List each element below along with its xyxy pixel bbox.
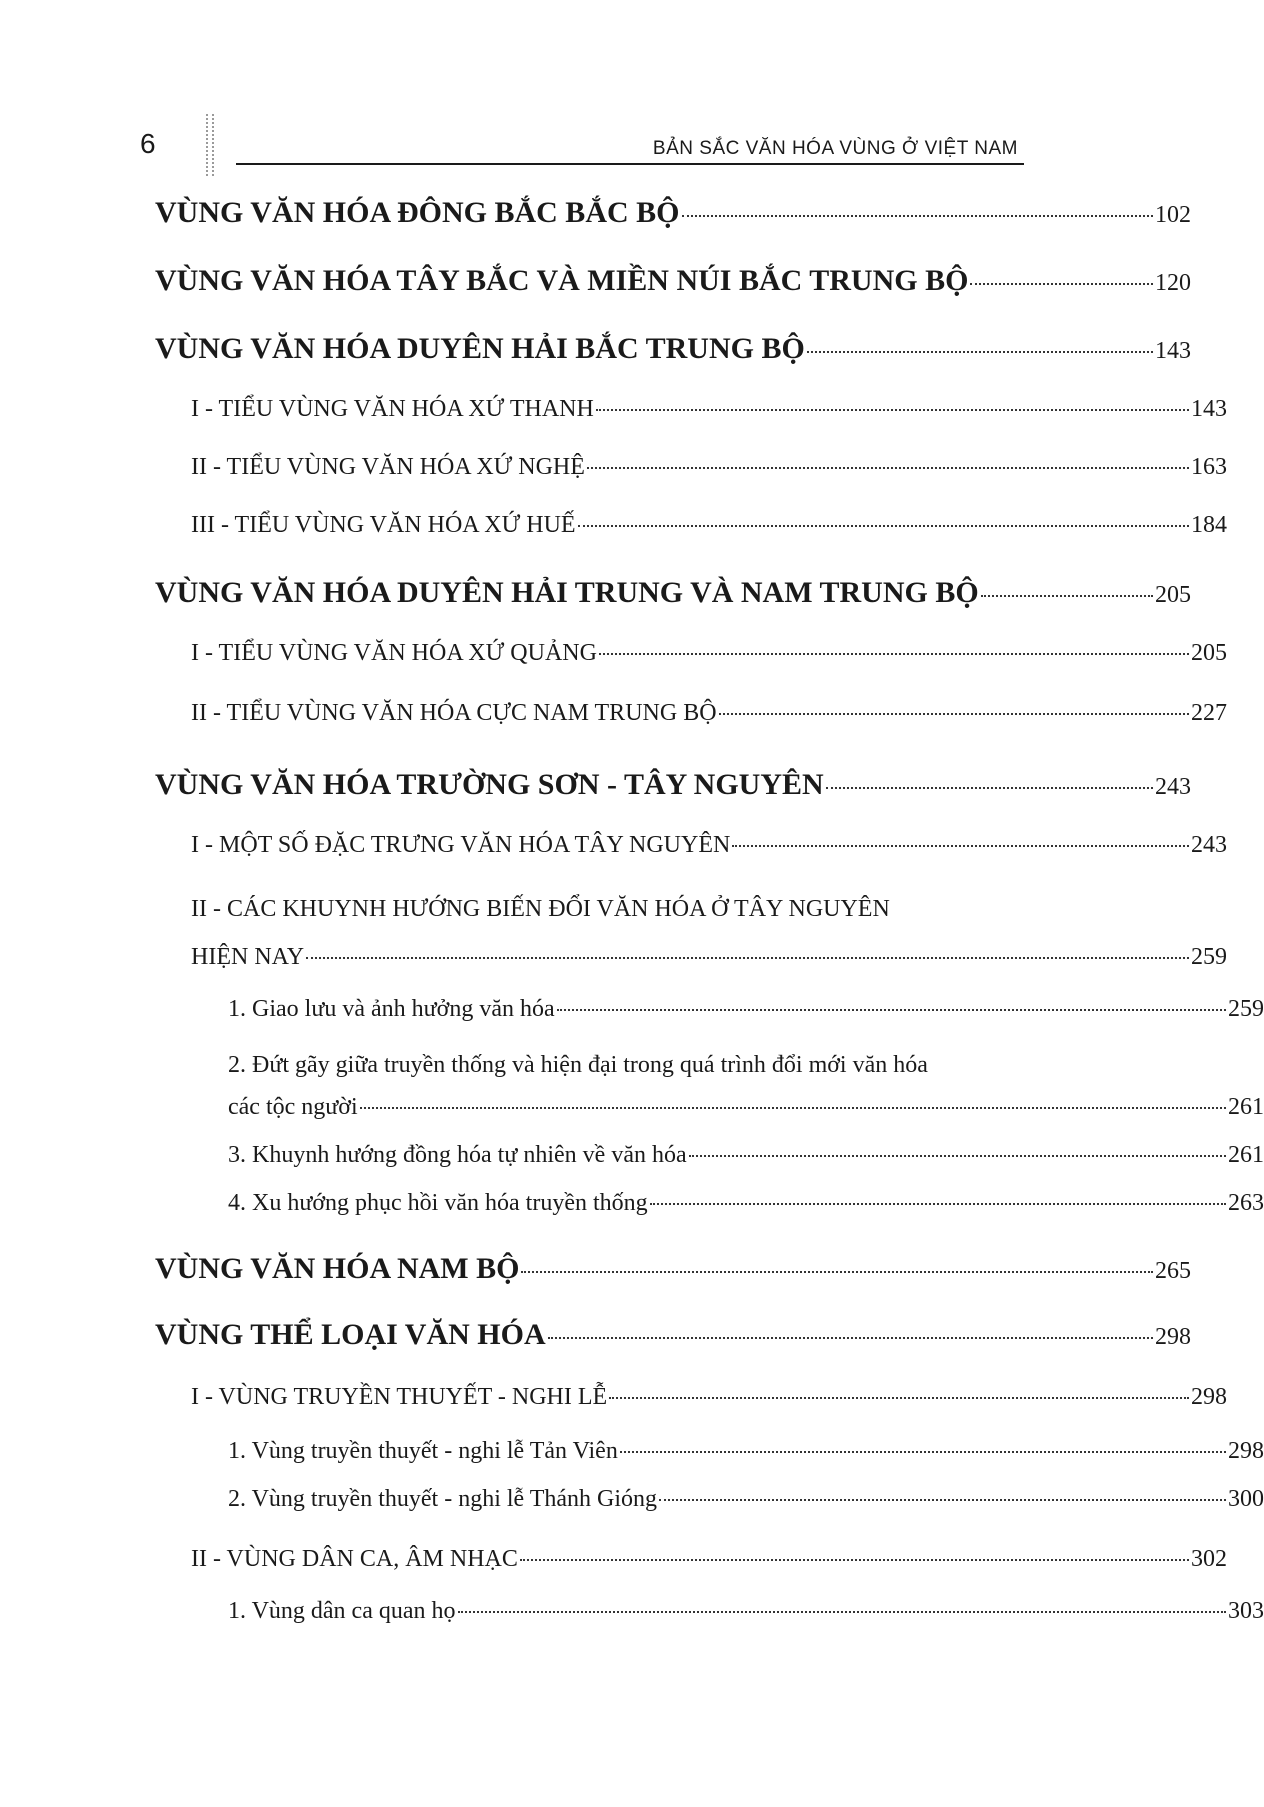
toc-entry[interactable] [0, 944, 1227, 971]
dot-leader [807, 351, 1153, 353]
toc-entry-title: VÙNG VĂN HÓA TRƯỜNG SƠN - TÂY NGUYÊN [155, 768, 824, 801]
toc-entry-title: 1. Giao lưu và ảnh hưởng văn hóa [228, 996, 555, 1022]
toc-entry-page: 143 [1155, 338, 1191, 364]
toc-entry-title: VÙNG VĂN HÓA DUYÊN HẢI BẮC TRUNG BỘ [155, 332, 805, 365]
gutter-mark [206, 114, 214, 176]
toc-entry-title: 2. Vùng truyền thuyết - nghi lễ Thánh Gióng [228, 1486, 658, 1512]
dot-leader [659, 1499, 1226, 1501]
dot-leader [650, 1203, 1226, 1205]
dot-leader [458, 1611, 1226, 1613]
dot-leader [557, 1009, 1226, 1011]
toc-entry[interactable] [0, 396, 1227, 423]
toc-entry-page: 263 [1228, 1190, 1264, 1216]
dot-leader [578, 525, 1189, 527]
toc-entry[interactable] [0, 576, 1191, 610]
toc-entry[interactable] [0, 1190, 1264, 1217]
toc-entry[interactable] [0, 1252, 1191, 1286]
toc-entry-title: 4. Xu hướng phục hồi văn hóa truyền thống [228, 1190, 648, 1216]
toc-entry[interactable] [0, 264, 1191, 298]
toc-entry-title: các tộc người [228, 1094, 358, 1120]
dot-leader [599, 653, 1189, 655]
toc-entry[interactable] [0, 1486, 1264, 1513]
toc-entry-page: 184 [1191, 512, 1227, 538]
toc-entry[interactable] [0, 1142, 1264, 1169]
toc-entry[interactable] [0, 1598, 1264, 1625]
toc-entry-page: 298 [1191, 1384, 1227, 1410]
toc-entry-title: III - TIỂU VÙNG VĂN HÓA XỨ HUẾ [191, 512, 576, 538]
toc-entry[interactable] [0, 1384, 1227, 1411]
toc-entry[interactable] [0, 1094, 1264, 1121]
toc-entry[interactable] [0, 700, 1227, 727]
toc-entry[interactable] [0, 640, 1227, 667]
toc-entry-page: 261 [1228, 1094, 1264, 1120]
toc-entry[interactable] [0, 768, 1191, 802]
dot-leader [306, 957, 1189, 959]
toc-entry[interactable] [0, 1318, 1191, 1352]
toc-entry[interactable] [0, 454, 1227, 481]
toc-entry-page: 261 [1228, 1142, 1264, 1168]
dot-leader [689, 1155, 1226, 1157]
toc-entry-page: 259 [1228, 996, 1264, 1022]
toc-entry-title: VÙNG VĂN HÓA TÂY BẮC VÀ MIỀN NÚI BẮC TRUNG BỘ [155, 264, 969, 297]
dot-leader [520, 1559, 1189, 1561]
toc-entry-title: VÙNG VĂN HÓA ĐÔNG BẮC BẮC BỘ [155, 196, 680, 229]
dot-leader [587, 467, 1189, 469]
toc-entry-page: 102 [1155, 202, 1191, 228]
toc-entry-title: II - TIỂU VÙNG VĂN HÓA XỨ NGHỆ [191, 454, 585, 480]
toc-entry-page: 205 [1191, 640, 1227, 666]
dot-leader [981, 595, 1153, 597]
toc-entry-page: 205 [1155, 582, 1191, 608]
dot-leader [609, 1397, 1189, 1399]
toc-entry-page: 303 [1228, 1598, 1264, 1624]
toc-entry[interactable] [0, 512, 1227, 539]
toc-entry-page: 298 [1155, 1324, 1191, 1350]
dot-leader [360, 1107, 1226, 1109]
toc-entry-title: VÙNG THỂ LOẠI VĂN HÓA [155, 1318, 546, 1351]
toc-entry[interactable] [0, 332, 1191, 366]
toc-entry-page: 300 [1228, 1486, 1264, 1512]
dot-leader [682, 215, 1154, 217]
dot-leader [620, 1451, 1226, 1453]
dot-leader [732, 845, 1189, 847]
toc-entry-title: 1. Vùng dân ca quan họ [228, 1598, 456, 1624]
header-rule [236, 163, 1024, 165]
toc-entry-title: I - TIỂU VÙNG VĂN HÓA XỨ THANH [191, 396, 594, 422]
dot-leader [719, 713, 1189, 715]
toc-entry-title-first-line[interactable]: 2. Đứt gãy giữa truyền thống và hiện đại trong quá trình đổi mới văn hóa [228, 1052, 928, 1078]
toc-entry-title: I - VÙNG TRUYỀN THUYẾT - NGHI LỄ [191, 1384, 608, 1410]
dot-leader [521, 1271, 1153, 1273]
dot-leader [970, 283, 1153, 285]
toc-entry-page: 227 [1191, 700, 1227, 726]
toc-entry-title: I - TIỂU VÙNG VĂN HÓA XỨ QUẢNG [191, 640, 597, 666]
toc-entry-title: I - MỘT SỐ ĐẶC TRƯNG VĂN HÓA TÂY NGUYÊN [191, 832, 731, 858]
toc-entry-page: 302 [1191, 1546, 1227, 1572]
toc-entry-title: VÙNG VĂN HÓA DUYÊN HẢI TRUNG VÀ NAM TRUNG BỘ [155, 576, 979, 609]
toc-entry[interactable] [0, 196, 1191, 230]
toc-entry-page: 243 [1155, 774, 1191, 800]
toc-entry-title: 1. Vùng truyền thuyết - nghi lễ Tản Viên [228, 1438, 618, 1464]
toc-entry-title: II - TIỂU VÙNG VĂN HÓA CỰC NAM TRUNG BỘ [191, 700, 717, 726]
dot-leader [826, 787, 1153, 789]
dot-leader [548, 1337, 1153, 1339]
toc-entry[interactable] [0, 1546, 1227, 1573]
toc-entry[interactable] [0, 996, 1264, 1023]
toc-entry-page: 243 [1191, 832, 1227, 858]
toc-entry-page: 259 [1191, 944, 1227, 970]
running-title: BẢN SẮC VĂN HÓA VÙNG Ở VIỆT NAM [652, 138, 1018, 159]
toc-entry[interactable] [0, 1438, 1264, 1465]
toc-entry-title: VÙNG VĂN HÓA NAM BỘ [155, 1252, 520, 1285]
toc-entry-page: 143 [1191, 396, 1227, 422]
page-number: 6 [140, 128, 156, 159]
toc-entry-title-first-line[interactable]: II - CÁC KHUYNH HƯỚNG BIẾN ĐỔI VĂN HÓA Ở TÂY NGUYÊN [191, 896, 890, 922]
toc-entry-title: HIỆN NAY [191, 944, 305, 970]
dot-leader [596, 409, 1189, 411]
toc-entry-page: 120 [1155, 270, 1191, 296]
toc-entry-page: 298 [1228, 1438, 1264, 1464]
toc-entry-page: 163 [1191, 454, 1227, 480]
toc-entry-title: 3. Khuynh hướng đồng hóa tự nhiên về văn hóa [228, 1142, 687, 1168]
toc-entry-title: II - VÙNG DÂN CA, ÂM NHẠC [191, 1546, 518, 1572]
toc-entry-page: 265 [1155, 1258, 1191, 1284]
toc-entry[interactable] [0, 832, 1227, 859]
